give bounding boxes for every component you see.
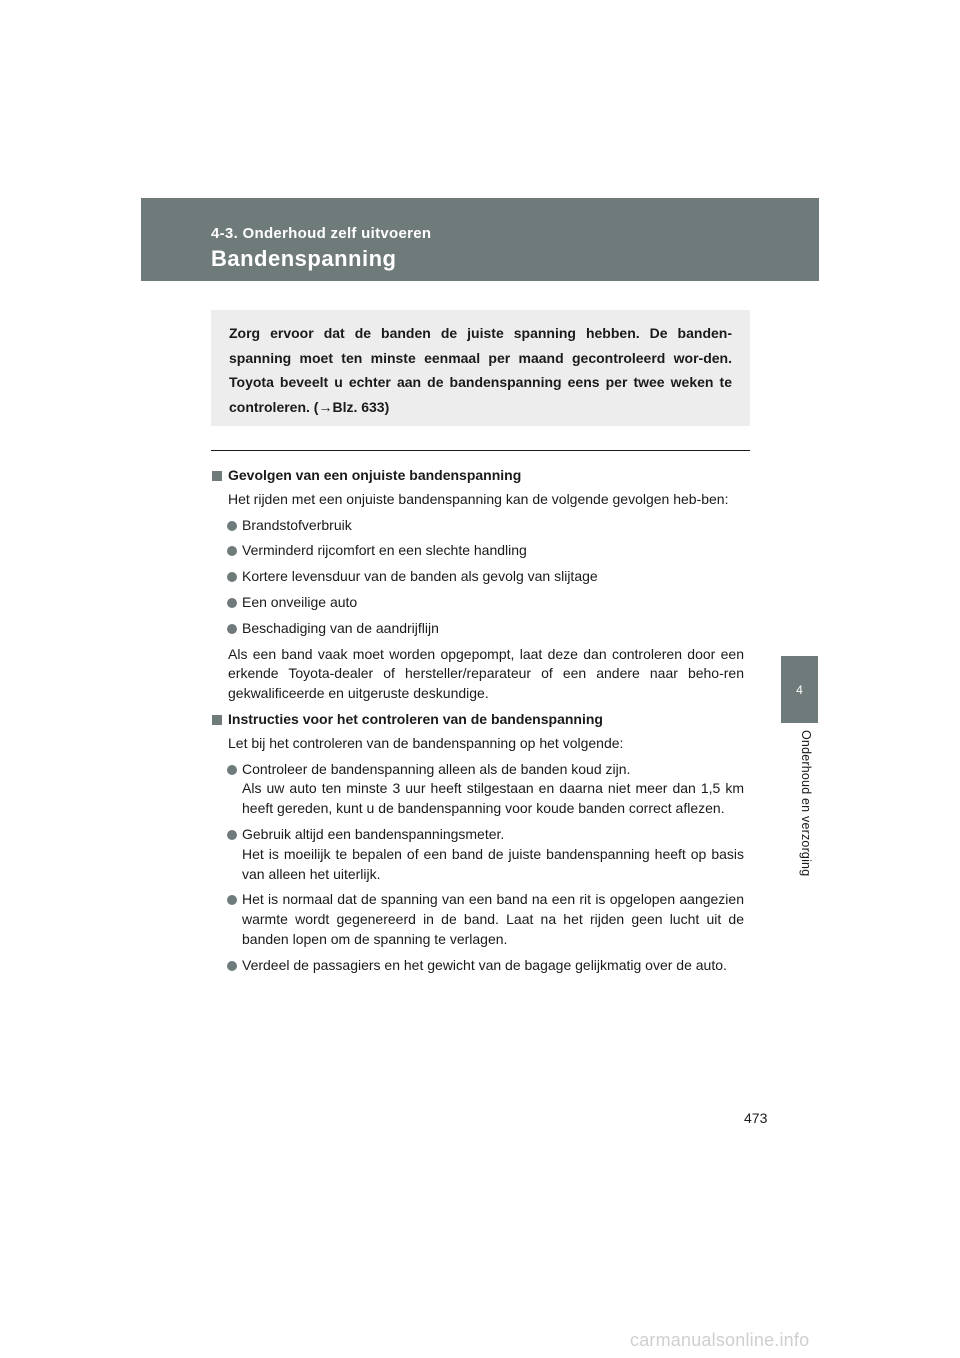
section-label: 4-3. Onderhoud zelf uitvoeren <box>211 225 432 242</box>
list-item <box>227 541 744 561</box>
round-bullet-icon <box>227 830 237 840</box>
list-item-text: Controleer de bandenspanning alleen als de banden koud zijn. <box>242 760 631 777</box>
list-item-text: Verdeel de passagiers en het gewicht van de bagage gelijkmatig over de auto. <box>242 956 727 973</box>
list-item-detail: Als uw auto ten minste 3 uur heeft stilgestaan en daarna niet meer dan 1,5 km heeft gereden, kunt u de bandenspanning voor koude banden correct aflezen. <box>242 780 744 817</box>
list-item-detail: Het is moeilijk te bepalen of een band de juiste bandenspanning heeft op basis van alleen het uiterlijk. <box>242 845 744 882</box>
list-item-text: Een onveilige auto <box>242 593 358 610</box>
list-item-text: Brandstofverbruik <box>242 516 352 533</box>
list-item <box>227 890 744 949</box>
round-bullet-icon <box>227 624 237 634</box>
list-item-text: Het is normaal dat de spanning van een band na een rit is opgelopen aangezien warmte wordt gegenereerd in de band. Laat na het rijden geen lucht uit de banden lopen om de spanning te verlagen. <box>242 891 744 947</box>
main-content <box>212 466 744 982</box>
page-title: Bandenspanning <box>211 246 397 271</box>
section-heading <box>212 466 744 486</box>
list-item-text: Gebruik altijd een bandenspanningsmeter. <box>242 825 505 842</box>
list-item <box>227 760 744 819</box>
list-item-text: Verminderd rijcomfort en een slechte handling <box>242 542 527 559</box>
section-heading <box>212 710 744 730</box>
chapter-number: 4 <box>796 682 803 697</box>
round-bullet-icon <box>227 895 237 905</box>
list-item-text: Kortere levensduur van de banden als gevolg van slijtage <box>242 568 598 585</box>
round-bullet-icon <box>227 572 237 582</box>
intro-text: Zorg ervoor dat de banden de juiste spanning hebben. De banden-spanning moet ten minste eenmaal per maand gecontroleerd wor-den. Toyota beveelt u echter aan de bandenspanning eens per twee weken te controleren. (→Blz. 633) <box>229 325 732 415</box>
chapter-header <box>141 198 819 281</box>
section-heading-text: Instructies voor het controleren van de bandenspanning <box>228 710 603 727</box>
section-intro: Let bij het controleren van de bandenspanning op het volgende: <box>228 734 624 751</box>
list-item <box>227 516 744 536</box>
square-bullet-icon <box>212 715 222 725</box>
section-closing: Als een band vaak moet worden opgepompt, laat deze dan controleren door een erkende Toyota-dealer of hersteller/reparateur of een andere naar beho-ren gekwalificeerde en uitgeruste deskundige. <box>228 645 744 702</box>
round-bullet-icon <box>227 961 237 971</box>
list-item <box>227 825 744 884</box>
round-bullet-icon <box>227 521 237 531</box>
list-item <box>227 593 744 613</box>
list-item <box>227 619 744 639</box>
round-bullet-icon <box>227 765 237 775</box>
list-item <box>227 956 744 976</box>
intro-box <box>211 310 750 426</box>
chapter-label: Onderhoud en verzorging <box>799 730 813 877</box>
chapter-tab[interactable] <box>781 656 818 723</box>
watermark[interactable]: carmanualsonline.info <box>630 1330 810 1350</box>
round-bullet-icon <box>227 598 237 608</box>
section-heading-text: Gevolgen van een onjuiste bandenspanning <box>228 467 522 483</box>
list-item <box>227 567 744 587</box>
section-intro: Het rijden met een onjuiste bandenspanning kan de volgende gevolgen heb-ben: <box>228 490 729 507</box>
round-bullet-icon <box>227 546 237 556</box>
divider <box>211 450 750 451</box>
page-number: 473 <box>744 1110 768 1126</box>
square-bullet-icon <box>212 471 222 481</box>
list-item-text: Beschadiging van de aandrijflijn <box>242 619 439 636</box>
